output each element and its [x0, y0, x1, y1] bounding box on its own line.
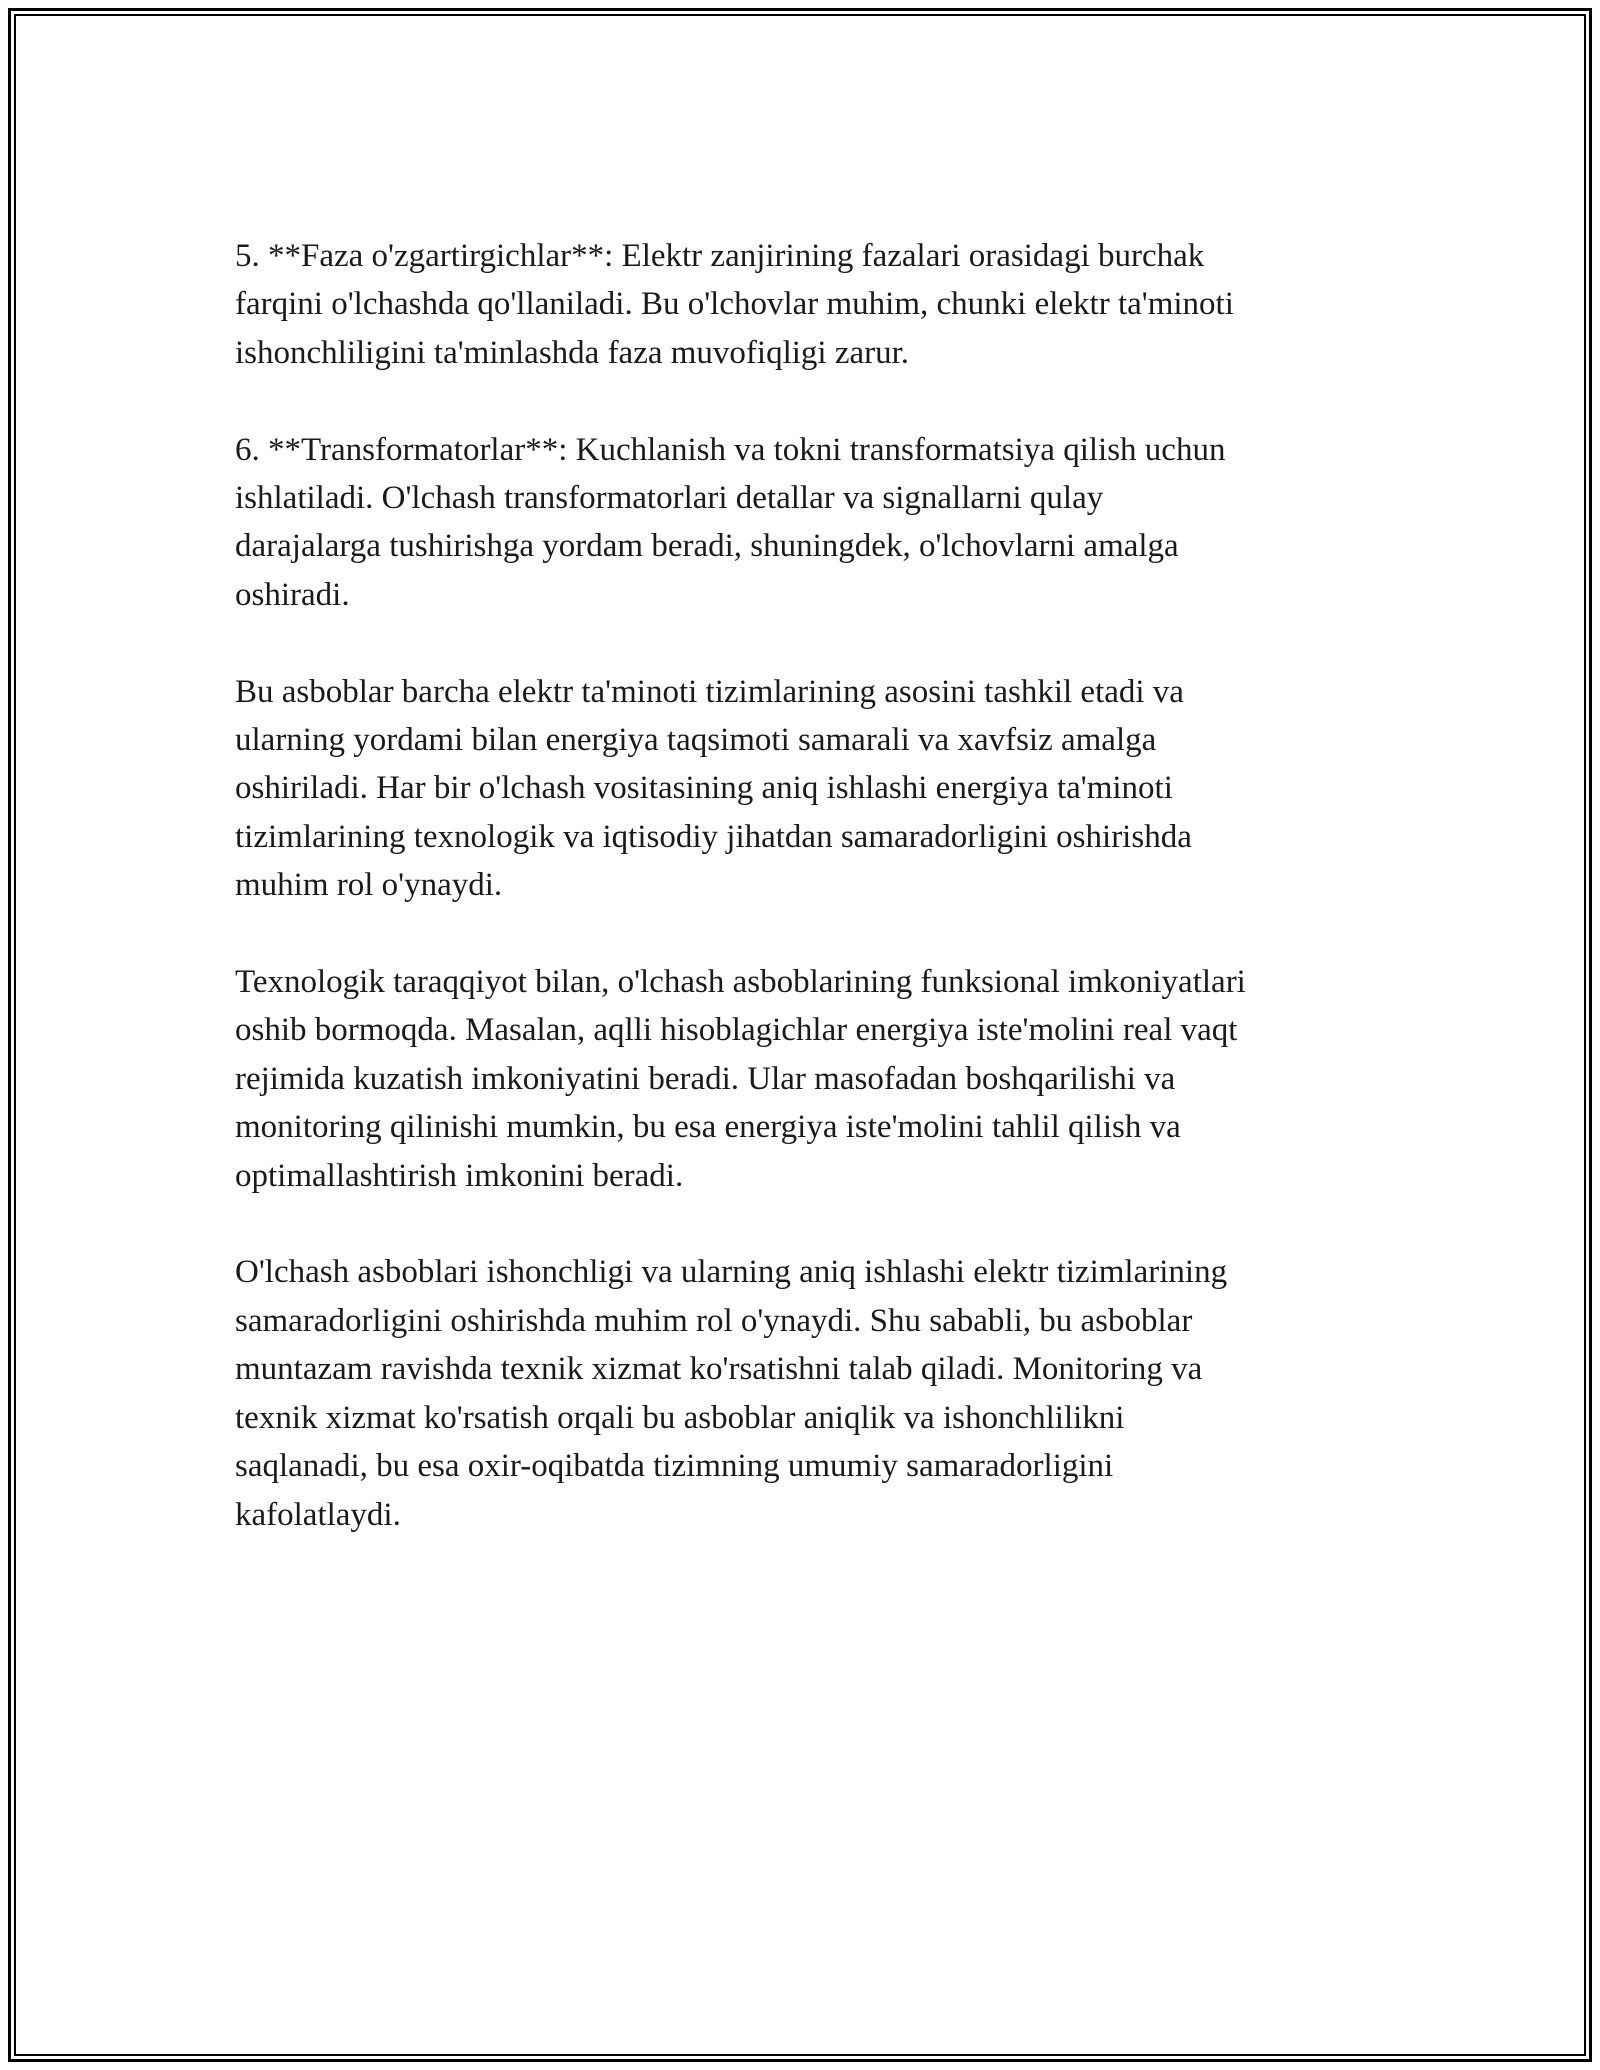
text-line: muntazam ravishda texnik xizmat ko'rsatishni talab qiladi. Monitoring va — [235, 1351, 1203, 1388]
text-line: oshiradi. — [235, 576, 350, 613]
text-line: O'lchash asboblari ishonchligi va ularning aniq ishlashi elektr tizimlarining — [235, 1254, 1228, 1291]
text-line: ishonchliligini ta'minlashda faza muvofiqligi zarur. — [235, 334, 910, 371]
text-line: kafolatlaydi. — [235, 1496, 401, 1533]
text-line: tizimlarining texnologik va iqtisodiy jihatdan samaradorligini oshirishda — [235, 818, 1192, 855]
text-line: Texnologik taraqqiyot bilan, o'lchash asboblarining funksional imkoniyatlari — [235, 964, 1246, 1001]
text-line: darajalarga tushirishga yordam beradi, shuningdek, o'lchovlarni amalga — [235, 528, 1179, 565]
text-line: rejimida kuzatish imkoniyatini beradi. Ular masofadan boshqarilishi va — [235, 1060, 1176, 1097]
text-line: optimallashtirish imkonini beradi. — [235, 1157, 684, 1194]
text-line: ishlatiladi. O'lchash transformatorlari detallar va signallarni qulay — [235, 480, 1104, 517]
paragraph-phase-shifters — [235, 232, 1385, 377]
text-line: 6. **Transformatorlar**: Kuchlanish va tokni transformatsiya qilish uchun — [235, 431, 1226, 468]
text-line: 5. **Faza o'zgartirgichlar**: Elektr zanjirining fazalari orasidagi burchak — [235, 238, 1205, 274]
document-body — [235, 232, 1385, 1539]
text-line: farqini o'lchashda qo'llaniladi. Bu o'lchovlar muhim, chunki elektr ta'minoti — [235, 286, 1234, 323]
paragraph-reliability — [235, 1248, 1385, 1538]
text-line: samaradorligini oshirishda muhim rol o'ynaydi. Shu sababli, bu asboblar — [235, 1302, 1193, 1339]
paragraph-technological-progress — [235, 958, 1385, 1200]
text-line: oshib bormoqda. Masalan, aqlli hisoblagichlar energiya iste'molini real vaqt — [235, 1012, 1238, 1049]
paragraph-instruments-basis — [235, 668, 1385, 910]
text-line: texnik xizmat ko'rsatish orqali bu asboblar aniqlik va ishonchlilikni — [235, 1399, 1125, 1436]
text-line: saqlanadi, bu esa oxir-oqibatda tizimning umumiy samaradorligini — [235, 1448, 1114, 1485]
paragraph-transformers — [235, 426, 1385, 620]
text-line: muhim rol o'ynaydi. — [235, 867, 503, 904]
text-line: oshiriladi. Har bir o'lchash vositasining aniq ishlashi energiya ta'minoti — [235, 770, 1173, 807]
text-line: monitoring qilinishi mumkin, bu esa energiya iste'molini tahlil qilish va — [235, 1109, 1181, 1146]
text-line: ularning yordami bilan energiya taqsimoti samarali va xavfsiz amalga — [235, 722, 1157, 759]
text-line: Bu asboblar barcha elektr ta'minoti tizimlarining asosini tashkil etadi va — [235, 673, 1184, 710]
